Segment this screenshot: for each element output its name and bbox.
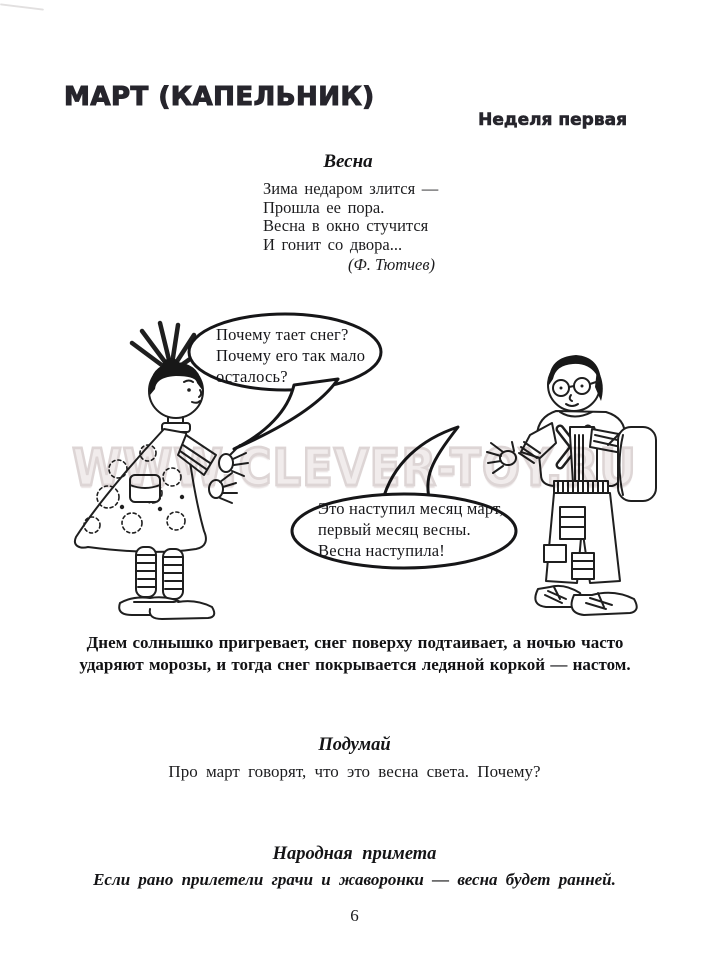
- scan-artifact: [0, 3, 44, 10]
- bubble-line: первый месяц весны.: [318, 520, 471, 539]
- bubble-line: Это наступил месяц март,: [318, 499, 504, 518]
- bubble-line: Почему его так мало: [216, 346, 366, 365]
- poem-title: Весна: [323, 151, 373, 172]
- note-line: ударяют морозы, и тогда снег покрывается ледяной коркой — настом.: [79, 655, 631, 674]
- omen-heading: Народная примета: [272, 844, 437, 864]
- bubble-line: Весна наступила!: [318, 541, 445, 560]
- speech-bubble-girl-text: [216, 324, 365, 387]
- page-number: 6: [350, 906, 359, 925]
- omen-text: Если рано прилетели грачи и жаворонки — весна будет ранней.: [93, 870, 616, 889]
- bubble-line: Почему тает снег?: [216, 325, 349, 344]
- poem-line: Весна в окно стучится: [263, 216, 429, 236]
- speech-bubble-boy-text: [318, 498, 504, 561]
- illustration-scene: [0, 295, 709, 630]
- poem-line: Прошла ее пора.: [263, 197, 385, 217]
- week-label: Неделя первая: [478, 110, 627, 130]
- poem-line: Зима недаром злится —: [263, 179, 439, 198]
- watermark: WWW.CLEVER-TOY.RU: [72, 437, 637, 498]
- poem-line: И гонит со двора...: [263, 234, 403, 254]
- poem-section: [263, 151, 453, 275]
- note-line: Днем солнышко пригревает, снег поверху подтаивает, а ночью часто: [86, 633, 624, 652]
- think-text: Про март говорят, что это весна света. Почему?: [168, 762, 541, 781]
- boy-figure: [487, 355, 656, 615]
- note-paragraph: [72, 632, 638, 676]
- bubble-line: осталось?: [216, 367, 288, 386]
- page-title: МАРТ (КАПЕЛЬНИК): [64, 82, 375, 112]
- poem-author: (Ф. Тютчев): [348, 255, 435, 275]
- think-heading: Подумай: [318, 735, 391, 755]
